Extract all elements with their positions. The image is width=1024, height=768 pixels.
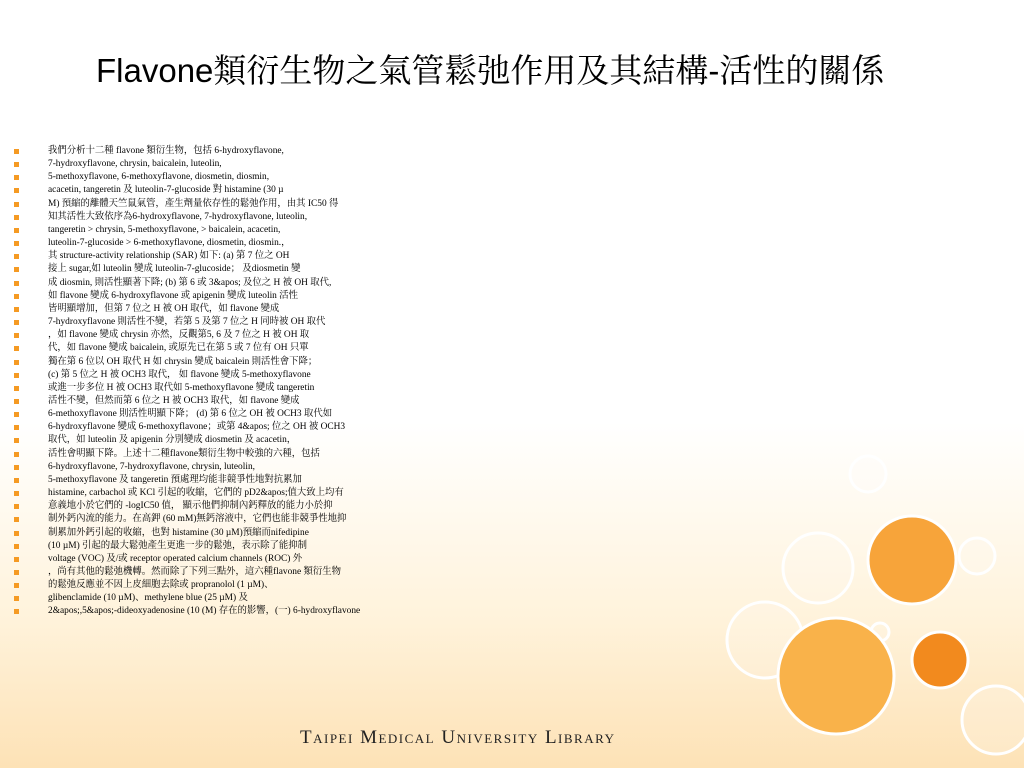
deco-circle xyxy=(959,538,995,574)
bullet-marker-icon xyxy=(14,557,19,562)
bullet-marker-icon xyxy=(14,517,19,522)
bullet-line xyxy=(14,500,494,513)
bullet-line xyxy=(14,277,494,290)
bullet-line xyxy=(14,329,494,342)
bullet-text: (c) 第 5 位之 H 被 OCH3 取代， 如 flavone 變成 5-methoxyflavone xyxy=(48,369,311,380)
bullet-text: 6-hydroxyflavone, 7-hydroxyflavone, chrysin, luteolin, xyxy=(48,461,255,472)
bullet-marker-icon xyxy=(14,320,19,325)
bullet-marker-icon xyxy=(14,333,19,338)
bullet-line xyxy=(14,184,494,197)
bullet-text: ，如 flavone 變成 chrysin 亦然，反觀第5, 6 及 7 位之 H 被 OH 取 xyxy=(48,330,310,341)
deco-circle xyxy=(871,623,889,641)
bullet-line xyxy=(14,198,494,211)
bullet-line xyxy=(14,540,494,553)
bullet-marker-icon xyxy=(14,491,19,496)
deco-circle xyxy=(868,516,956,604)
bullet-text: 7-hydroxyflavone, chrysin, baicalein, luteolin, xyxy=(48,159,222,170)
bullet-marker-icon xyxy=(14,531,19,536)
bullet-marker-icon xyxy=(14,346,19,351)
bullet-text: 制累加外鈣引起的收縮，也對 histamine (30 µM)預縮而nifedipine xyxy=(48,527,309,538)
bullet-text: 活性會明顯下降。上述十二種flavone類衍生物中較強的六種，包括 xyxy=(48,448,320,459)
bullet-text: voltage (VOC) 及/或 receptor operated calcium channels (ROC) 外 xyxy=(48,553,303,564)
bullet-line xyxy=(14,448,494,461)
deco-circle xyxy=(727,602,803,678)
bullet-line xyxy=(14,395,494,408)
bullet-text: 其 structure-activity relationship (SAR) 如下: (a) 第 7 位之 OH xyxy=(48,251,290,262)
bullet-marker-icon xyxy=(14,307,19,312)
bullet-line xyxy=(14,369,494,382)
bullet-text: 取代，如 luteolin 及 apigenin 分別變成 diosmetin 及 acacetin， xyxy=(48,435,297,446)
bullet-line xyxy=(14,356,494,369)
bullet-text: 我們分析十二種 flavone 類衍生物，包括 6-hydroxyflavone, xyxy=(48,146,284,156)
bullet-text: luteolin-7-glucoside > 6-methoxyflavone, diosmetin, diosmin.， xyxy=(48,238,291,249)
bullet-marker-icon xyxy=(14,267,19,272)
bullet-line xyxy=(14,237,494,250)
footer-library-name: Taipei Medical University Library xyxy=(300,727,616,748)
bullet-line xyxy=(14,461,494,474)
bullet-marker-icon xyxy=(14,149,19,154)
bullet-line xyxy=(14,303,494,316)
bullet-marker-icon xyxy=(14,452,19,457)
bullet-line xyxy=(14,553,494,566)
bullet-marker-icon xyxy=(14,399,19,404)
bullet-text: 接上 sugar,如 luteolin 變成 luteolin-7-glucoside； 及diosmetin 變 xyxy=(48,264,301,275)
bullet-text: (10 µM) 引起的最大鬆弛產生更進一步的鬆弛，表示除了能抑制 xyxy=(48,540,308,551)
bullet-text: 獨在第 6 位以 OH 取代 H 如 chrysin 變成 baicalein 則活性會下降； xyxy=(48,356,318,367)
bullet-text: 如 flavone 變成 6-hydroxyflavone 或 apigenin 變成 luteolin 活性 xyxy=(48,290,298,301)
bullet-line xyxy=(14,316,494,329)
bullet-line xyxy=(14,382,494,395)
bullet-marker-icon xyxy=(14,188,19,193)
bullet-line xyxy=(14,408,494,421)
bullet-text: 6-methoxyflavone 則活性明顯下降； (d) 第 6 位之 OH 被 OCH3 取代如 xyxy=(48,409,333,420)
bullet-line xyxy=(14,145,494,158)
bullet-line xyxy=(14,487,494,500)
bullet-line xyxy=(14,527,494,540)
bullet-marker-icon xyxy=(14,596,19,601)
deco-circle xyxy=(912,632,968,688)
bullet-text: glibenclamide (10 µM)、methylene blue (25 µM) 及 xyxy=(48,593,248,604)
bullet-text: 知其活性大致依序為6-hydroxyflavone, 7-hydroxyflavone, luteolin, xyxy=(48,211,308,222)
bullet-text: 5-methoxyflavone 及 tangeretin 預處理均能非競爭性地對抗累加 xyxy=(48,474,302,485)
bullet-text: 活性不變，但然而第 6 位之 H 被 OCH3 取代，如 flavone 變成 xyxy=(48,395,300,406)
bullet-line xyxy=(14,211,494,224)
bullet-line xyxy=(14,421,494,434)
bullet-line xyxy=(14,263,494,276)
bullet-marker-icon xyxy=(14,438,19,443)
bullet-marker-icon xyxy=(14,504,19,509)
bullet-marker-icon xyxy=(14,254,19,259)
bullet-text: histamine, carbachol 或 KCl 引起的收縮，它們的 pD2&apos;值大致上均有 xyxy=(48,488,344,499)
bullet-text: 7-hydroxyflavone 則活性不變，若第 5 及第 7 位之 H 同時被 OH 取代 xyxy=(48,317,326,328)
bullet-marker-icon xyxy=(14,162,19,167)
bullet-marker-icon xyxy=(14,478,19,483)
bullet-text: 6-hydroxyflavone 變成 6-methoxyflavone；或第 4&apos; 位之 OH 被 OCH3 xyxy=(48,422,346,433)
bullet-marker-icon xyxy=(14,609,19,614)
bullet-text: 成 diosmin, 則活性顯著下降; (b) 第 6 或 3&apos; 及位之 H 被 OH 取代, xyxy=(48,277,332,288)
bullet-line xyxy=(14,158,494,171)
deco-circle xyxy=(850,456,886,492)
bullet-line xyxy=(14,579,494,592)
bullet-marker-icon xyxy=(14,373,19,378)
bullet-text: 2&apos;,5&apos;-dideoxyadenosine (10 (M) 存在的影響，(一) 6-hydroxyflavone xyxy=(48,606,361,617)
deco-circle xyxy=(962,686,1024,754)
deco-circle xyxy=(783,533,853,603)
bullet-marker-icon xyxy=(14,425,19,430)
bullet-line xyxy=(14,224,494,237)
bullet-marker-icon xyxy=(14,465,19,470)
bullet-line xyxy=(14,250,494,263)
bullet-text: acacetin, tangeretin 及 luteolin-7-glucoside 對 histamine (30 µ xyxy=(48,185,284,196)
bullet-marker-icon xyxy=(14,412,19,417)
bullet-line xyxy=(14,171,494,184)
bullet-line xyxy=(14,566,494,579)
bullet-marker-icon xyxy=(14,241,19,246)
deco-circle xyxy=(778,618,894,734)
bullet-line xyxy=(14,605,494,618)
bullet-text: 制外鈣內流的能力。在高鉀 (60 mM)無鈣溶液中，它們也能非競爭性地抑 xyxy=(48,514,347,525)
bullet-line xyxy=(14,592,494,605)
bullet-marker-icon xyxy=(14,544,19,549)
bullet-line xyxy=(14,513,494,526)
bullet-text: 5-methoxyflavone, 6-methoxyflavone, diosmetin, diosmin, xyxy=(48,172,270,183)
bullet-line xyxy=(14,434,494,447)
bullet-text: tangeretin > chrysin, 5-methoxyflavone, > baicalein, acacetin, xyxy=(48,224,281,235)
bullet-marker-icon xyxy=(14,360,19,365)
bullet-text: 皆明顯增加，但第 7 位之 H 被 OH 取代，如 flavone 變成 xyxy=(48,303,280,314)
bullet-line xyxy=(14,290,494,303)
bullet-marker-icon xyxy=(14,386,19,391)
bullet-marker-icon xyxy=(14,281,19,286)
bullet-marker-icon xyxy=(14,583,19,588)
bullet-marker-icon xyxy=(14,175,19,180)
bullet-text: 代，如 flavone 變成 baicalein, 或原先已在第 5 或 7 位有 OH 只單 xyxy=(48,343,309,354)
bullet-marker-icon xyxy=(14,228,19,233)
bullet-line xyxy=(14,474,494,487)
bullet-list xyxy=(14,145,494,619)
bullet-line xyxy=(14,342,494,355)
bullet-text: ，尚有其他的鬆弛機轉。然而除了下列三點外，這六種flavone 類衍生物 xyxy=(48,567,341,577)
bullet-text: 或進一步多位 H 被 OCH3 取代如 5-methoxyflavone 變成 tangeretin xyxy=(48,382,315,393)
slide-title: Flavone類衍生物之氣管鬆弛作用及其結構-活性的關係 xyxy=(96,52,885,89)
bullet-marker-icon xyxy=(14,294,19,299)
bullet-marker-icon xyxy=(14,202,19,207)
bullet-text: M) 預縮的離體天竺鼠氣管，產生劑量依存性的鬆弛作用，由其 IC50 得 xyxy=(48,198,339,209)
bullet-text: 的鬆弛反應並不因上皮細胞去除或 propranolol (1 µM)、 xyxy=(48,580,274,591)
bullet-marker-icon xyxy=(14,570,19,575)
bullet-marker-icon xyxy=(14,215,19,220)
bullet-text: 意義地小於它們的 -logIC50 值， 顯示他們抑制內鈣釋放的能力小於抑 xyxy=(48,501,333,512)
